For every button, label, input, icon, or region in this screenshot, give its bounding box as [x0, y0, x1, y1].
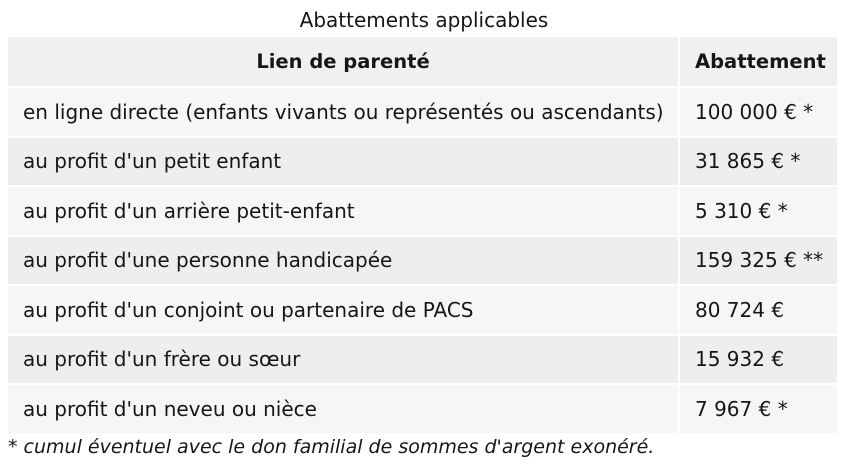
- table-header-row: [8, 37, 837, 88]
- cell-amount: 15 932 €: [680, 336, 837, 386]
- table-row: [8, 286, 837, 336]
- table-caption: Abattements applicables: [299, 8, 549, 32]
- cell-amount: 31 865 € *: [680, 138, 837, 188]
- cell-relation: en ligne directe (enfants vivants ou représentés ou ascendants): [8, 88, 680, 138]
- cell-relation: au profit d'une personne handicapée: [8, 237, 680, 287]
- table-row: [8, 385, 837, 435]
- table-row: [8, 237, 837, 287]
- cell-amount: 159 325 € **: [680, 237, 837, 287]
- cell-relation: au profit d'un petit enfant: [8, 138, 680, 188]
- header-relation: Lien de parenté: [8, 37, 680, 88]
- header-amount: Abattement: [680, 37, 837, 88]
- cell-amount: 7 967 € *: [680, 385, 837, 435]
- table-row: [8, 187, 837, 237]
- table-row: [8, 336, 837, 386]
- cell-amount: 5 310 € *: [680, 187, 837, 237]
- cell-relation: au profit d'un frère ou sœur: [8, 336, 680, 386]
- cell-relation: au profit d'un conjoint ou partenaire de PACS: [8, 286, 680, 336]
- table-row: [8, 88, 837, 138]
- table-row: [8, 138, 837, 188]
- cell-amount: 80 724 €: [680, 286, 837, 336]
- allowances-table: [8, 37, 837, 435]
- cell-amount: 100 000 € *: [680, 88, 837, 138]
- cell-relation: au profit d'un neveu ou nièce: [8, 385, 680, 435]
- footnote: * cumul éventuel avec le don familial de sommes d'argent exonéré.: [8, 436, 655, 458]
- cell-relation: au profit d'un arrière petit-enfant: [8, 187, 680, 237]
